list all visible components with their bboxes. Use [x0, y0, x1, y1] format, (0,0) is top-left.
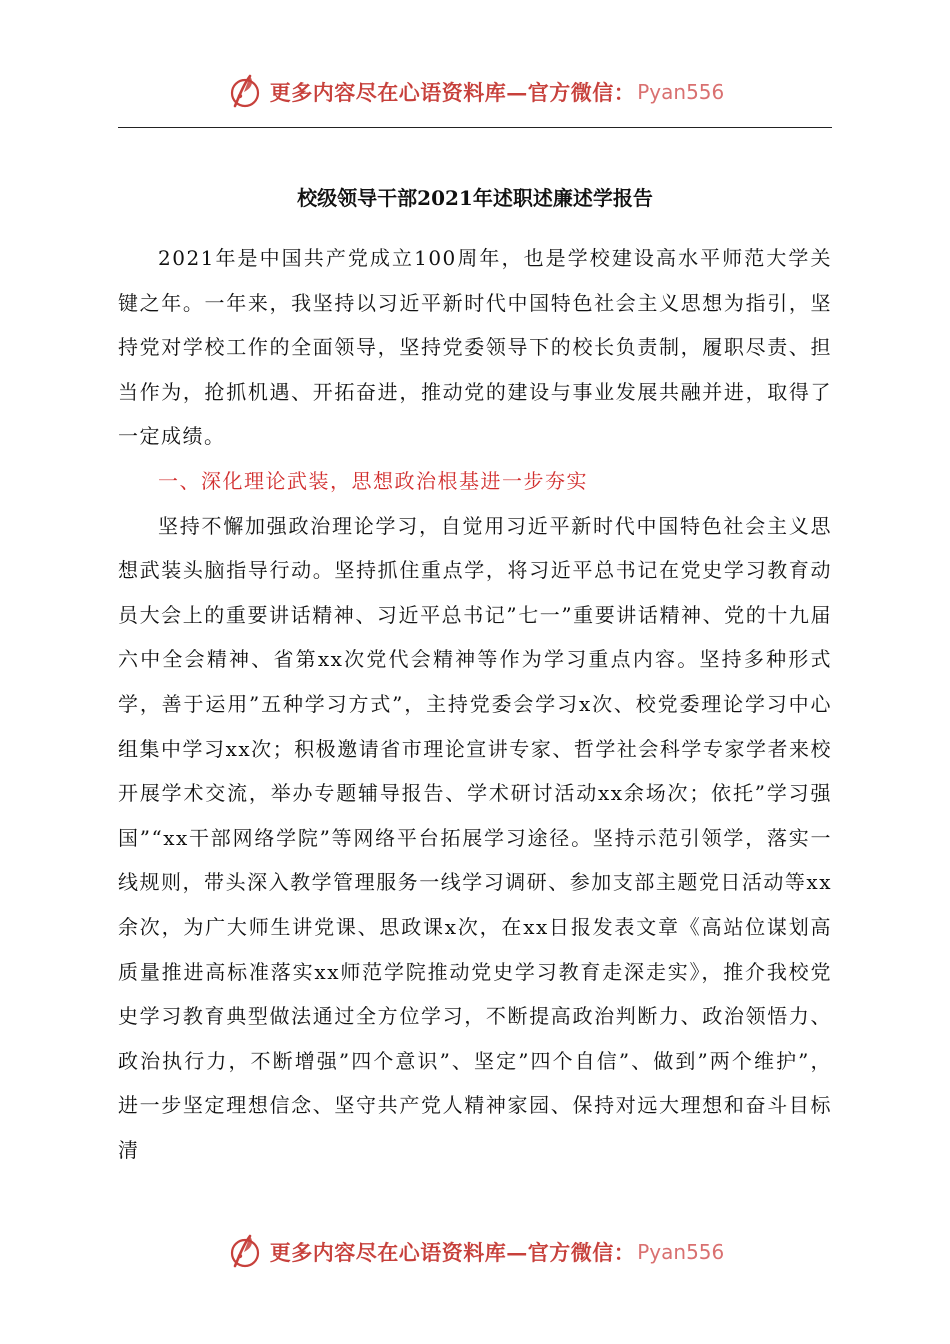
- banner-text: 更多内容尽在心语资料库—官方微信：: [269, 1240, 636, 1265]
- header-divider: [118, 127, 832, 128]
- footer-watermark-banner: [0, 1232, 950, 1272]
- quill-logo-icon: [226, 72, 266, 112]
- banner-wechat-id: Pyan556: [637, 1240, 725, 1264]
- banner-wechat-id: Pyan556: [637, 80, 725, 104]
- section-1-heading: 一、深化理论武装，思想政治根基进一步夯实: [158, 468, 588, 493]
- header-watermark-banner: [0, 72, 950, 112]
- quill-logo-icon: [226, 1232, 266, 1272]
- document-title: 校级领导干部2021年述职述廉述学报告: [297, 186, 653, 210]
- section-1-paragraph: 坚持不懈加强政治理论学习，自觉用习近平新时代中国特色社会主义思想武装头脑指导行动。坚持抓住重点学，将习近平总书记在党史学习教育动员大会上的重要讲话精神、习近平总书记”七一”重要讲话精神、党的十九届六中全会精神、省第xx次党代会精神等作为学习重点内容。坚持多种形式学，善于运用”五种学习方式”，主持党委会学习x次、校党委理论学习中心组集中学习xx次；积极邀请省市理论宣讲专家、哲学社会科学专家学者来校开展学术交流，举办专题辅导报告、学术研讨活动xx余场次；依托”学习强国”“xx干部网络学院”等网络平台拓展学习途径。坚持示范引领学，落实一线规则，带头深入教学管理服务一线学习调研、参加支部主题党日活动等xx余次，为广大师生讲党课、思政课x次，在xx日报发表文章《高站位谋划高质量推进高标准落实xx师范学院推动党史学习教育走深走实》，推介我校党史学习教育典型做法通过全方位学习，不断提高政治判断力、政治领悟力、政治执行力，不断增强”四个意识”、坚定”四个自信”、做到”两个维护”，进一步坚定理想信念、坚守共产党人精神家园、保持对远大理想和奋斗目标清: [118, 513, 832, 1162]
- intro-paragraph: 2021年是中国共产党成立100周年，也是学校建设高水平师范大学关键之年。一年来，我坚持以习近平新时代中国特色社会主义思想为指引，坚持党对学校工作的全面领导，坚持党委领导下的校长负责制，履职尽责、担当作为，抢抓机遇、开拓奋进，推动党的建设与事业发展共融并进，取得了一定成绩。: [118, 246, 832, 449]
- document-body: [118, 236, 832, 1172]
- banner-text: 更多内容尽在心语资料库—官方微信：: [269, 80, 636, 105]
